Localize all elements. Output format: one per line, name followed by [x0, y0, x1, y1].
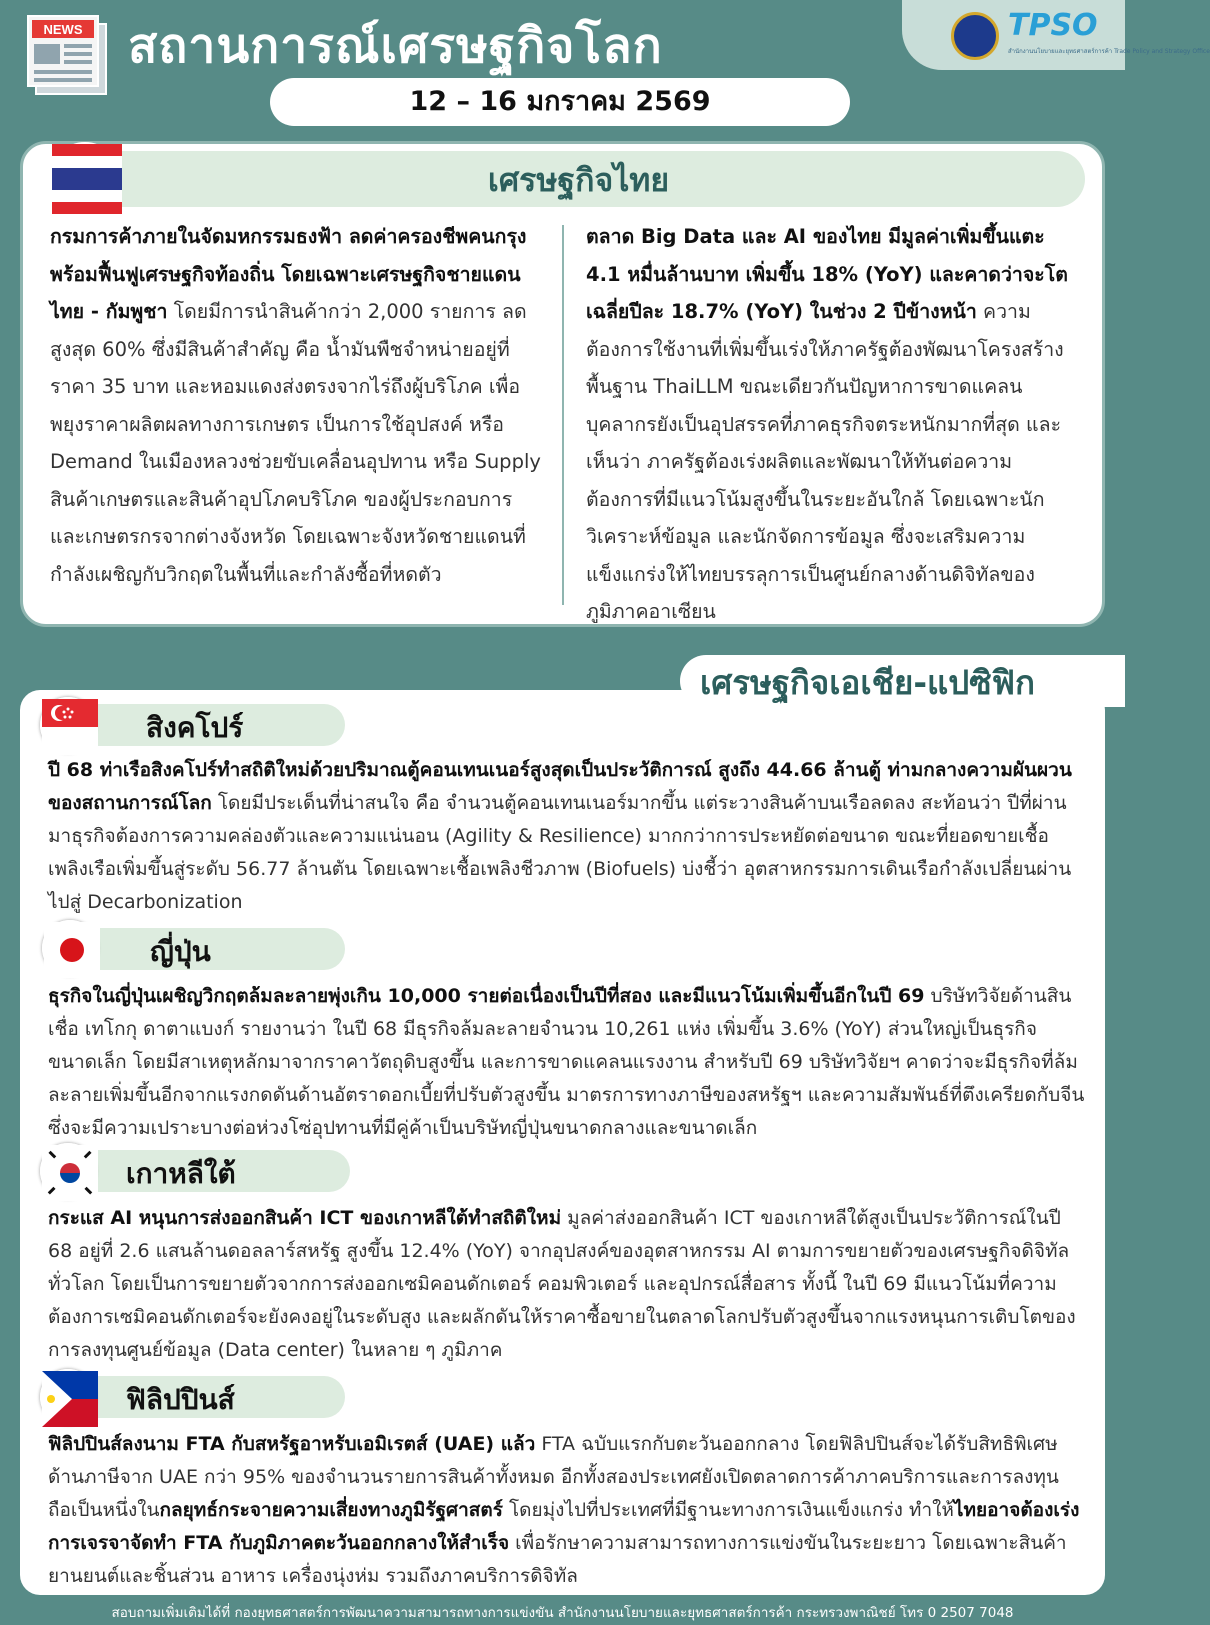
- philippines-article: [48, 1428, 1085, 1593]
- tpso-logo-subtitle: สำนักงานนโยบายและยุทธศาสตร์การค้า Trade Policy and Strategy Office: [1008, 48, 1210, 55]
- philippines-body-2: โดยมุ่งไปที่ประเทศที่มีฐานะทางการเงินแข็งแกร่ง ทำให้: [502, 1499, 954, 1521]
- thai-right-article: [586, 218, 1076, 631]
- philippines-body: FTA ฉบับแรกกับตะวันออกกลาง โดยฟิลิปปินส์จะได้รับสิทธิพิเศษด้านภาษีจาก UAE กว่า 95% ของจำนวนรายการสินค้าทั้งหมด อีกทั้งสองประเทศยังเปิดตลาดการค้าภาคบริการและการลงทุน ถือเป็นหนึ่งใน: [48, 1433, 1059, 1521]
- country-name-japan: ญี่ปุ่น: [150, 935, 211, 968]
- japan-body: บริษัทวิจัยด้านสินเชื่อ เทโกกุ ดาตาแบงก์ รายงานว่า ในปี 68 มีธุรกิจล้มละลายจำนวน 10,261 แห่ง เพิ่มขึ้น 3.6% (YoY) ส่วนใหญ่เป็นธุรกิจขนาดเล็ก โดยมีสาเหตุหลักมาจากราคาวัตถุดิบสูงขึ้น และการขาดแคลนแรงงาน สำหรับปี 69 บริษัทวิจัยฯ คาดว่าจะมีธุรกิจที่ล้มละลายเพิ่มขึ้นอีกจากแรงกดดันด้านอัตราดอกเบี้ยที่ปรับตัวสูงขึ้น มาตรการทางภาษีของสหรัฐฯ และความสัมพันธ์ที่ตึงเครียดกับจีน ซึ่งจะมีความเปราะบางต่อห่วงโซ่อุปทานที่มีคู่ค้าเป็นบริษัทญี่ปุ่นขนาดกลางและขนาดเล็ก: [48, 985, 1085, 1139]
- south-korea-flag-icon: [40, 1143, 96, 1199]
- singapore-headline: ปี 68 ท่าเรือสิงคโปร์ทำสถิติใหม่ด้วยปริมาณตู้คอนเทนเนอร์สูงสุดเป็นประวัติการณ์ สูงถึง 44.66 ล้านตู้ ท่ามกลางความผันผวนของสถานการณ์โลก: [48, 759, 1072, 814]
- country-name-south-korea: เกาหลีใต้: [126, 1157, 236, 1190]
- singapore-flag-icon: [40, 697, 96, 753]
- south-korea-body: มูลค่าส่งออกสินค้า ICT ของเกาหลีใต้สูงเป็นประวัติการณ์ในปี 68 อยู่ที่ 2.6 แสนล้านดอลลาร์สหรัฐ สูงขึ้น 12.4% (YoY) จากอุปสงค์ของอุตสาหกรรม AI ตามการขยายตัวของเศรษฐกิจดิจิทัลทั่วโลก โดยเป็นการขยายตัวจากการส่งออกเซมิคอนดักเตอร์ คอมพิวเตอร์ และอุปกรณ์สื่อสาร ทั้งนี้ ในปี 69 มีแนวโน้มที่ความต้องการเซมิคอนดักเตอร์จะยังคงอยู่ในระดับสูง และผลักดันให้ราคาซื้อขายในตลาดโลกปรับตัวสูงขึ้นจากแรงหนุนการเติบโตของการลงทุนศูนย์ข้อมูล (Data center) ในหลาย ๆ ภูมิภาค: [48, 1207, 1076, 1361]
- country-name-singapore: สิงคโปร์: [146, 711, 244, 744]
- thai-right-headline: ตลาด Big Data และ AI ของไทย มีมูลค่าเพิ่มขึ้นแตะ 4.1 หมื่นล้านบาท เพิ่มขึ้น 18% (YoY) และคาดว่าจะโตเฉลี่ยปีละ 18.7% (YoY) ในช่วง 2 ปีข้างหน้า: [586, 225, 1068, 323]
- philippines-highlight-1: กลยุทธ์กระจายความเสี่ยงทางภูมิรัฐศาสตร์: [159, 1499, 503, 1521]
- tpso-logo: TPSO: [1008, 8, 1098, 43]
- japan-article: [48, 980, 1085, 1145]
- japan-flag-icon: [42, 920, 98, 976]
- thai-left-headline: กรมการค้าภายในจัดมหกรรมธงฟ้า ลดค่าครองชีพคนกรุง พร้อมฟื้นฟูเศรษฐกิจท้องถิ่น โดยเฉพาะเศรษฐกิจชายแดนไทย - กัมพูชา: [50, 225, 527, 323]
- philippines-headline: ฟิลิปปินส์ลงนาม FTA กับสหรัฐอาหรับเอมิเรตส์ (UAE) แล้ว: [48, 1433, 536, 1455]
- philippines-flag-icon: [40, 1369, 96, 1425]
- south-korea-article: [48, 1202, 1085, 1367]
- page-title: สถานการณ์เศรษฐกิจโลก: [128, 18, 663, 74]
- philippines-body-3: เพื่อรักษาความสามารถทางการแข่งขันในระยะยาว โดยเฉพาะสินค้ายานยนต์และชิ้นส่วน อาหาร เครื่องนุ่งห่ม รวมถึงภาคบริการดิจิทัล: [48, 1532, 1067, 1587]
- thai-right-body: ความต้องการใช้งานที่เพิ่มขึ้นเร่งให้ภาครัฐต้องพัฒนาโครงสร้างพื้นฐาน ThaiLLM ขณะเดียวกันปัญหาการขาดแคลนบุคลากรยังเป็นอุปสรรคที่ภาคธุรกิจตระหนักมากที่สุด และเห็นว่า ภาครัฐต้องเร่งผลิตและพัฒนาให้ทันต่อความต้องการที่มีแนวโน้มสูงขึ้นในระยะอันใกล้ โดยเฉพาะนักวิเคราะห์ข้อมูล และนักจัดการข้อมูล ซึ่งจะเสริมความแข็งแกร่งให้ไทยบรรลุการเป็นศูนย์กลางด้านดิจิทัลของภูมิภาคอาเซียน: [586, 300, 1064, 623]
- column-divider: [562, 225, 564, 605]
- footer-contact: สอบถามเพิ่มเติมได้ที่ กองยุทธศาสตร์การพัฒนาความสามารถทางการแข่งขัน สำนักงานนโยบายและยุทธศาสตร์การค้า กระทรวงพาณิชย์ โทร 0 2507 7048: [111, 1605, 1014, 1621]
- date-range: 12 – 16 มกราคม 2569: [270, 78, 850, 126]
- south-korea-headline: กระแส AI หนุนการส่งออกสินค้า ICT ของเกาหลีใต้ทำสถิติใหม่: [48, 1207, 562, 1229]
- asia-section-title: เศรษฐกิจเอเชีย-แปซิฟิก: [700, 663, 1035, 702]
- philippines-highlight-2: ไทยอาจต้องเร่งการเจรจาจัดทำ FTA กับภูมิภาคตะวันออกกลางให้สำเร็จ: [48, 1499, 1080, 1554]
- thailand-flag-icon: [50, 142, 120, 212]
- singapore-body: โดยมีประเด็นที่น่าสนใจ คือ จำนวนตู้คอนเทนเนอร์มากขึ้น แต่ระวางสินค้าบนเรือลดลง สะท้อนว่า ปีที่ผ่านมาธุรกิจต้องการความคล่องตัวและความแน่นอน (Agility & Resilience) มากกว่าการประหยัดต่อขนาด ขณะที่ยอดขายเชื้อเพลิงเรือเพิ่มขึ้นสู่ระดับ 56.77 ล้านตัน โดยเฉพาะเชื้อเพลิงชีวภาพ (Biofuels) บ่งชี้ว่า อุตสาหกรรมการเดินเรือกำลังเปลี่ยนผ่านไปสู่ Decarbonization: [48, 792, 1072, 913]
- country-name-philippines: ฟิลิปปินส์: [126, 1383, 235, 1416]
- thai-section-title: เศรษฐกิจไทย: [487, 161, 670, 199]
- japan-headline: ธุรกิจในญี่ปุ่นเผชิญวิกฤตล้มละลายพุ่งเกิน 10,000 รายต่อเนื่องเป็นปีที่สอง และมีแนวโน้มเพิ่มขึ้นอีกในปี 69: [48, 985, 925, 1007]
- ministry-seal-icon: [951, 12, 999, 60]
- news-icon: [26, 14, 110, 98]
- news-label: NEWS: [43, 22, 83, 37]
- thai-left-body: โดยมีการนำสินค้ากว่า 2,000 รายการ ลดสูงสุด 60% ซึ่งมีสินค้าสำคัญ คือ น้ำมันพืชจำหน่ายอยู่ที่ราคา 35 บาท และหอมแดงส่งตรงจากไร่ถึงผู้บริโภค เพื่อพยุงราคาผลิตผลทางการเกษตร เป็นการใช้อุปสงค์ หรือ Demand ในเมืองหลวงช่วยขับเคลื่อนอุปทาน หรือ Supply สินค้าเกษตรและสินค้าอุปโภคบริโภค ของผู้ประกอบการและเกษตรกรจากต่างจังหวัด โดยเฉพาะจังหวัดชายแดนที่กำลังเผชิญกับวิกฤตในพื้นที่และกำลังซื้อที่หดตัว: [50, 300, 541, 586]
- singapore-article: [48, 754, 1085, 919]
- thai-left-article: [50, 218, 542, 593]
